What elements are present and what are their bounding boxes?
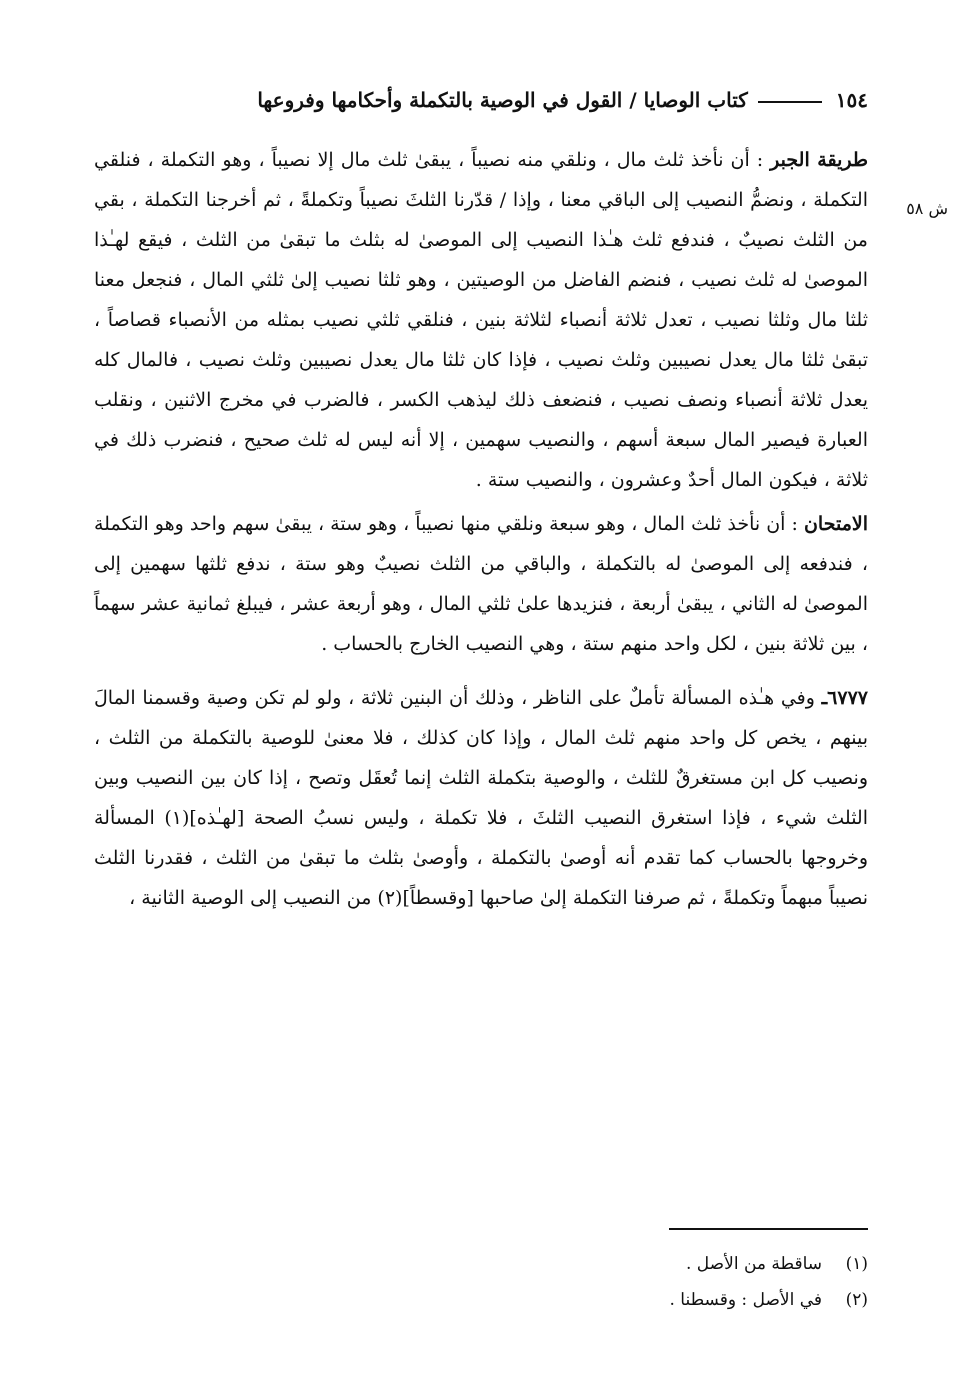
footnote-number: (١) [845,1254,868,1274]
running-title: كتاب الوصايا / القول في الوصية بالتكملة وأحكامها وفروعها [257,88,748,112]
paragraph-text: : أن نأخذ ثلث المال ، وهو سبعة ونلقي منها نصيباً ، وهو ستة ، يبقىٰ سهم واحد وهو التكملة ، فندفعه إلى الموصىٰ له بالتكملة ، والباقي من الثلث نصيبٌ وهو ستة ، ندفع ثلثها سهمين إلى الموصىٰ له الثاني ، يبقىٰ أربعة ، فنزيدها علىٰ ثلثي المال ، وهو أربعة عشر ، فيبلغ ثمانية عشر سهماً ، بين ثلاثة بنين ، لكل واحد منهم ستة ، وهي النصيب الخارج بالحساب . [94,513,868,655]
header-rule [758,101,822,103]
paragraph-text: : أن نأخذ ثلث مال ، ونلقي منه نصيباً ، يبقىٰ ثلث مال إلا نصيباً ، وهو التكملة ، فنلقي التكملة ، ونضمُّ النصيب إلى الباقي معنا ، وإذا / قدّرنا الثلثَ نصيباً وتكملةً ، ثم أخرجنا التكملة ، بقي من الثلث نصيبٌ ، فندفع ثلث هـٰذا النصيب إلى الموصىٰ له بثلث ما تبقىٰ من الثلث ، فيقع لهـٰذا الموصىٰ له ثلث نصيب ، فنضم الفاضل من الوصيتين ، وهو ثلثا نصيب إلىٰ ثلثي المال ، فنجعل معنا ثلثا مال وثلثا نصيب ، تعدل ثلاثة أنصباء لثلاثة بنين ، فنلقي ثلثي نصيب بمثله من الأنصباء قصاصاً ، تبقىٰ ثلثا مال يعدل نصيبين وثلث نصيب ، فإذا كان ثلثا مال يعدل نصيبين وثلث نصيب ، فالمال كله يعدل ثلاثة أنصباء ونصف نصيب ، فنضعف ذلك ليذهب الكسر ، فالضرب في مخرج الاثنين ، ونقلب العبارة فيصير المال سبعة أسهم ، والنصيب سهمين ، إلا أنه ليس له ثلث صحيح ، فنضرب ذلك في ثلاثة ، فيكون المال أحدٌ وعشرون ، والنصيب ستة . [94,149,868,491]
paragraph-heading: طريقة الجبر [770,149,868,171]
footnote-item [300,1246,868,1282]
page-header [94,82,868,118]
paragraph-verification [94,504,868,664]
footnote-text: ساقطة من الأصل . [686,1254,822,1274]
page-number: ١٥٤ [835,88,868,112]
main-text [94,140,868,918]
footnote-divider [669,1228,868,1230]
paragraph-algebra-method [94,140,868,500]
paragraph-issue-6777 [94,678,868,918]
paragraph-number: ٦٧٧٧ـ [821,687,868,709]
footnote-number: (٢) [845,1290,868,1310]
footnote-text: في الأصل : وقسطنا . [669,1290,822,1310]
footnotes [300,1246,868,1318]
footnote-item [300,1282,868,1318]
paragraph-text: وفي هـٰذه المسألة تأملٌ على الناظر ، وذلك أن البنين ثلاثة ، ولو لم تكن وصية وقسمنا المالَ بينهم ، يخص كل واحد منهم ثلث المال ، وإذا كان كذلك ، فلا معنىٰ للوصية بالتكملة من الثلث ، ونصيب كل ابن مستغرقٌ للثلث ، والوصية بتكملة الثلث إنما تُعقَل وتصح ، إذا كان بين النصيب وبين الثلث شيء ، فإذا استغرق النصيب الثلثَ ، فلا تكملة ، وليس نسبُ الصحة [لهـٰذه](١) المسألة وخروجها بالحساب كما تقدم أنه أوصىٰ بالتكملة ، وأوصىٰ بثلث ما تبقىٰ من الثلث ، فقدرنا الثلث نصيباً مبهماً وتكملةً ، ثم صرفنا التكملة إلىٰ صاحبها [وقسطاً](٢) من النصيب إلى الوصية الثانية ، [94,687,868,909]
margin-reference: ش ٥٨ [906,199,948,218]
paragraph-heading: الامتحان [803,513,868,535]
